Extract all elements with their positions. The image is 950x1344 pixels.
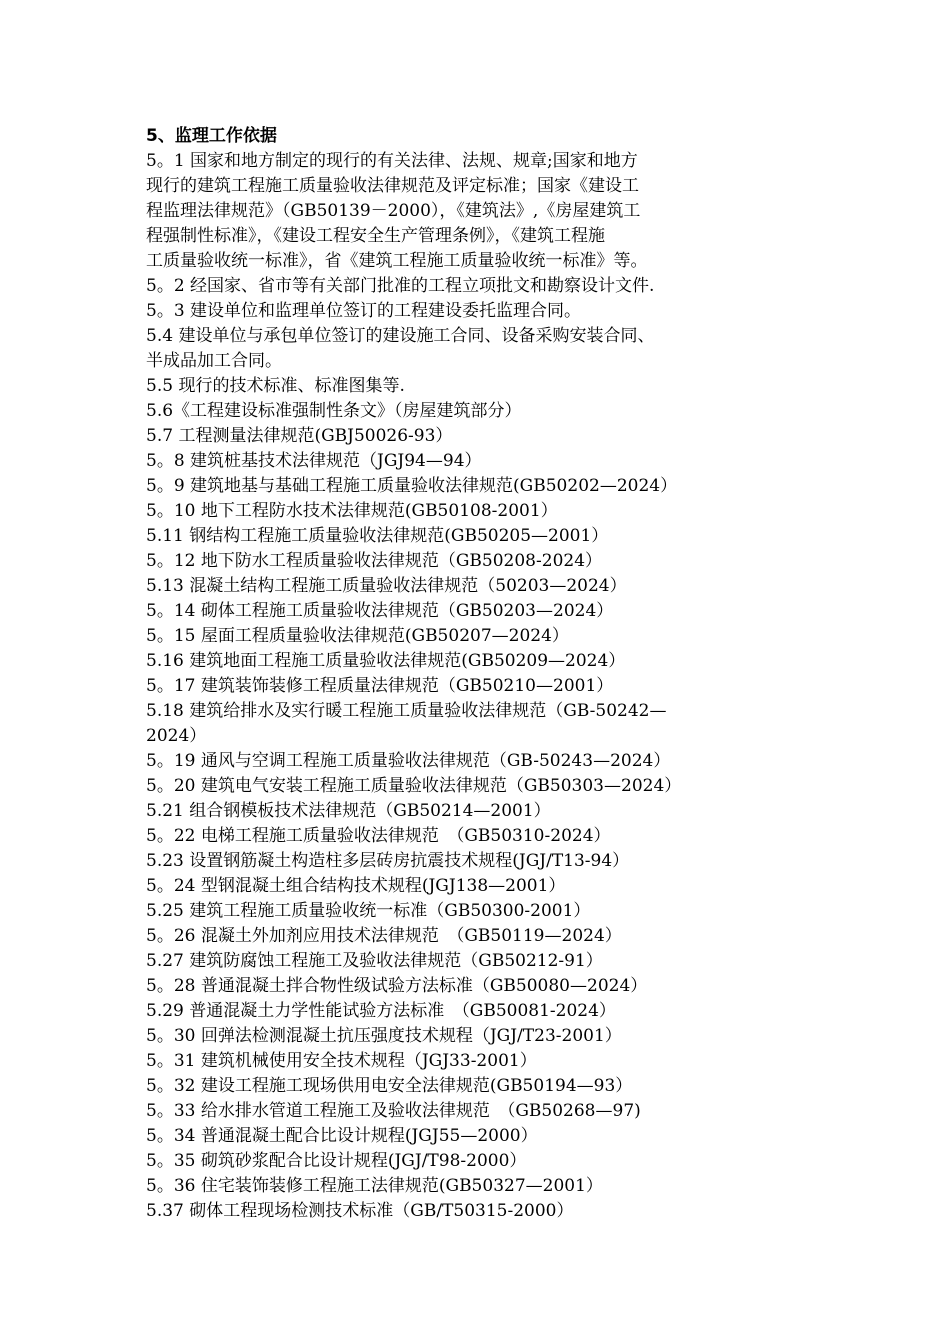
text-line: 5。19 通风与空调工程施工质量验收法律规范（GB-50243—2024）	[146, 751, 671, 771]
text-line: 5。14 砌体工程施工质量验收法律规范（GB50203—2024）	[146, 601, 614, 621]
text-line: 5.25 建筑工程施工质量验收统一标准（GB50300-2001）	[146, 901, 591, 921]
text-line: 5。34 普通混凝土配合比设计规程(JGJ55—2000）	[146, 1126, 538, 1146]
text-line: 5。36 住宅装饰装修工程施工法律规范(GB50327—2001）	[146, 1176, 603, 1196]
text-line: 5。35 砌筑砂浆配合比设计规程(JGJ/T98-2000）	[146, 1151, 527, 1171]
text-line: 5。24 型钢混凝土组合结构技术规程(JGJ138—2001）	[146, 876, 566, 896]
text-line: 5.7 工程测量法律规范(GBJ50026-93）	[146, 426, 453, 446]
text-line: 5。10 地下工程防水技术法律规范(GB50108-2001）	[146, 501, 558, 521]
text-line: 5.5 现行的技术标准、标准图集等.	[146, 376, 405, 396]
text-line: 5。31 建筑机械使用安全技术规程（JGJ33-2001）	[146, 1051, 537, 1071]
text-line: 5.18 建筑给排水及实行暖工程施工质量验收法律规范（GB-50242—	[146, 701, 667, 721]
text-line: 5.4 建设单位与承包单位签订的建设施工合同、设备采购安装合同、	[146, 326, 655, 346]
text-line: 5。2 经国家、省市等有关部门批准的工程立项批文和勘察设计文件.	[146, 276, 655, 296]
text-line: 5.16 建筑地面工程施工质量验收法律规范(GB50209—2024）	[146, 651, 626, 671]
section-content	[146, 124, 826, 1224]
text-line: 5。17 建筑装饰装修工程质量法律规范（GB50210—2001）	[146, 676, 614, 696]
text-line: 5。30 回弹法检测混凝土抗压强度技术规程（JGJ/T23-2001）	[146, 1026, 622, 1046]
text-line: 5。12 地下防水工程质量验收法律规范（GB50208-2024）	[146, 551, 603, 571]
text-line: 5.27 建筑防腐蚀工程施工及验收法律规范（GB50212-91）	[146, 951, 603, 971]
section-heading: 5、监理工作依据	[146, 126, 277, 146]
text-line: 5。26 混凝土外加剂应用技术法律规范 （GB50119—2024）	[146, 926, 622, 946]
text-line: 2024）	[146, 726, 207, 746]
text-line: 5。28 普通混凝土拌合物性级试验方法标准（GB50080—2024）	[146, 976, 648, 996]
text-line: 5.6《工程建设标准强制性条文》（房屋建筑部分）	[146, 401, 522, 421]
text-line: 5.37 砌体工程现场检测技术标准（GB/T50315-2000）	[146, 1201, 574, 1221]
text-line: 5。32 建设工程施工现场供用电安全法律规范(GB50194—93）	[146, 1076, 633, 1096]
text-line: 5.13 混凝土结构工程施工质量验收法律规范（50203—2024）	[146, 576, 627, 596]
text-line: 5.23 设置钢筋凝土构造柱多层砖房抗震技术规程(JGJ/T13-94）	[146, 851, 630, 871]
text-line: 程监理法律规范》（GB50139－2000），《建筑法》,《房屋建筑工	[146, 201, 641, 221]
text-line: 5.21 组合钢模板技术法律规范（GB50214—2001）	[146, 801, 551, 821]
text-line: 程强制性标准》，《建设工程安全生产管理条例》，《建筑工程施	[146, 226, 605, 246]
text-line: 工质量验收统一标准》，省《建筑工程施工质量验收统一标准》等。	[146, 251, 648, 271]
text-line: 5。33 给水排水管道工程施工及验收法律规范 （GB50268—97)	[146, 1101, 641, 1121]
text-line: 5。3 建设单位和监理单位签订的工程建设委托监理合同。	[146, 301, 582, 321]
text-line: 5。15 屋面工程质量验收法律规范(GB50207—2024）	[146, 626, 569, 646]
text-line: 5.29 普通混凝土力学性能试验方法标准 （GB50081-2024）	[146, 1001, 616, 1021]
section-body	[146, 149, 826, 1224]
text-line: 5.11 钢结构工程施工质量验收法律规范(GB50205—2001）	[146, 526, 609, 546]
text-line: 5。9 建筑地基与基础工程施工质量验收法律规范(GB50202—2024）	[146, 476, 678, 496]
text-line: 5。20 建筑电气安装工程施工质量验收法律规范（GB50303—2024）	[146, 776, 682, 796]
text-line: 5。1 国家和地方制定的现行的有关法律、法规、规章;国家和地方	[146, 151, 638, 171]
text-line: 5。8 建筑桩基技术法律规范（JGJ94—94）	[146, 451, 482, 471]
text-line: 现行的建筑工程施工质量验收法律规范及评定标准；国家《建设工	[146, 176, 639, 196]
text-line: 5。22 电梯工程施工质量验收法律规范 （GB50310-2024）	[146, 826, 611, 846]
text-line: 半成品加工合同。	[146, 351, 282, 371]
